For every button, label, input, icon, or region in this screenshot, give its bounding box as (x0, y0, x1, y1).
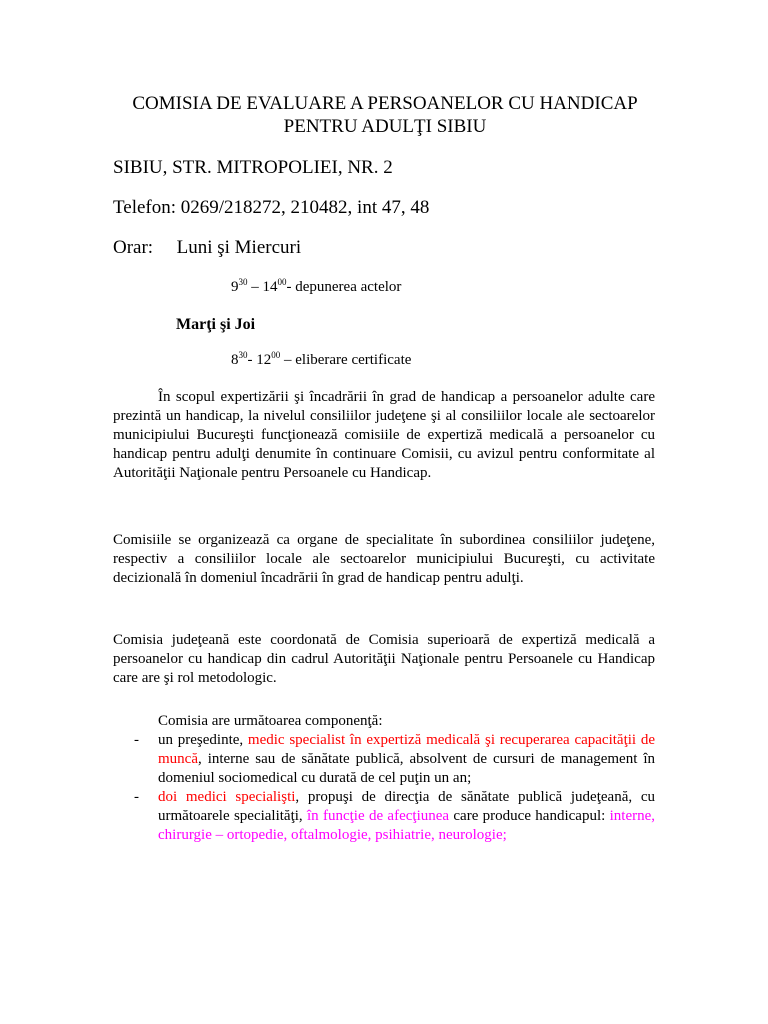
title-line-2: PENTRU ADULŢI SIBIU (283, 116, 487, 137)
schedule-slot-1: $9^{30} - 14^{00}-$ depunerea actelor (231, 277, 402, 295)
schedule-days-1: Luni şi Miercuri (176, 237, 302, 258)
list-item: - doi medici specialişti, propuşi de direcţia de sănătate publică judeţeană, cu următoarele specialităţi, în funcţie de afecţiunea care produce handicapul: interne, chirurgie – ortopedie, oftalmologie, psihiatrie, neurologie; (134, 789, 656, 843)
schedule-days-2: Marţi şi Joi (176, 316, 256, 333)
document-title (100, 92, 670, 138)
title-line-1: COMISIA DE EVALUARE A PERSOANELOR CU HANDICAP (132, 93, 638, 114)
composition-intro: Comisia are următoarea componenţă: (158, 713, 383, 729)
list-item: - un preşedinte, medic specialist în expertiză medicală şi recuperarea capacităţii de muncă, interne sau de sănătate publică, absolvent de cursuri de management în domeniul sociomedical cu durată de cel puţin un an; (134, 732, 655, 786)
address: SIBIU, STR. MITROPOLIEI, NR. 2 (113, 157, 393, 178)
schedule-label: Orar: (113, 237, 154, 258)
list-dash: - (134, 732, 139, 748)
list-dash: - (134, 789, 139, 805)
composition-list (113, 712, 655, 845)
schedule-line-1 (113, 236, 301, 259)
schedule-slot-2: $8^{30}-$ $12^{00}$ – eliberare certificate (231, 350, 412, 368)
paragraph-3: Comisia judeţeană este coordonată de Comisia superioară de expertiză medicală a persoanelor cu handicap din cadrul Autorităţii Naţionale pentru Persoanele cu Handicap care are şi rol metodologic. (113, 632, 655, 686)
paragraph-1: În scopul expertizării şi încadrării în grad de handicap a persoanelor adulte care prezintă un handicap, la nivelul consiliilor judeţene şi al consiliilor locale ale sectoarelor municipiului Bucureşti funcţionează comisiile de expertiză medicală a persoanelor cu handicap pentru adulţi denumite în continuare Comisii, cu avizul pentru conformitate al Autorităţii Naţionale pentru Persoanele cu Handicap. (113, 389, 655, 481)
phone: Telefon: 0269/218272, 210482, int 47, 48 (113, 197, 430, 218)
paragraph-2: Comisiile se organizează ca organe de specialitate în subordinea consiliilor judeţene, respectiv a consiliilor locale ale sectoarelor municipiului Bucureşti, cu activitate decizională în domeniul încadrării în grad de handicap pentru adulţi. (113, 532, 655, 586)
